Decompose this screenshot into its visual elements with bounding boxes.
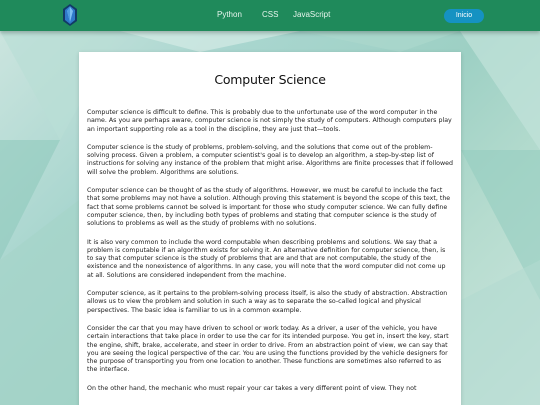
paragraph: On the other hand, the mechanic who must repair your car takes a very different point of view. They not [87, 384, 417, 392]
article-body [87, 109, 453, 403]
nav-link-javascript[interactable]: JavaScript [293, 10, 331, 19]
paragraph: Computer science is difficult to define. This is probably due to the unfortunate use of the word computer in the name. As you are perhaps aware, computer science is not simply the study of computers. Although computers play an important supporting role as a tool in the discipline, they are just that—tools. [87, 109, 452, 133]
paragraph: Computer science, as it pertains to the problem-solving process itself, is also the study of abstraction. Abstraction allows us to view the problem and solution in such a way as to separate the so-called logical and physical perspectives. The basic idea is familiar to us in a common example. [87, 290, 448, 314]
page-title: Computer Science [214, 72, 326, 87]
paragraph: Computer science is the study of problems, problem-solving, and the solutions that come out of the problem-solving process. Given a problem, a computer scientist's goal is to develop an algorithm, a step-by-step list of instructions for solving any instance of the problem that might arise. Algorithms are finite processes that if followed will solve the problem. Algorithms are solutions. [87, 143, 453, 176]
nav-link-python[interactable]: Python [217, 10, 242, 19]
paragraph: It is also very common to include the word computable when describing problems and solutions. We say that a problem is computable if an algorithm exists for solving it. An alternative definition for computer science, then, is to say that computer science is the study of problems that are and that are not computable, the study of the existence and the nonexistence of algorithms. In any case, you will note that the word computer did not come up at all. Solutions are considered independent from the machine. [87, 238, 446, 279]
login-button[interactable]: Inicio [444, 9, 484, 23]
top-navbar [0, 0, 540, 31]
article-card [79, 52, 461, 405]
paragraph: Consider the car that you may have driven to school or work today. As a driver, a user of the vehicle, you have certain interactions that take place in order to use the car for its intended purpose. You get in, insert the key, start the engine, shift, brake, accelerate, and steer in order to drive. From an abstraction point of view, we can say that you are seeing the logical perspective of the car. You are using the functions provided by the vehicle designers for the purpose of transporting you from one location to another. These functions are sometimes also referred to as the interface. [87, 324, 449, 374]
paragraph: Computer science can be thought of as the study of algorithms. However, we must be careful to include the fact that some problems may not have a solution. Although proving this statement is beyond the scope of this text, the fact that some problems cannot be solved is important for those who study computer science. We can fully define computer science, then, by including both types of problems and stating that computer science is the study of solutions to problems as well as the study of problems with no solutions. [87, 187, 451, 228]
nav-link-css[interactable]: CSS [262, 10, 279, 19]
